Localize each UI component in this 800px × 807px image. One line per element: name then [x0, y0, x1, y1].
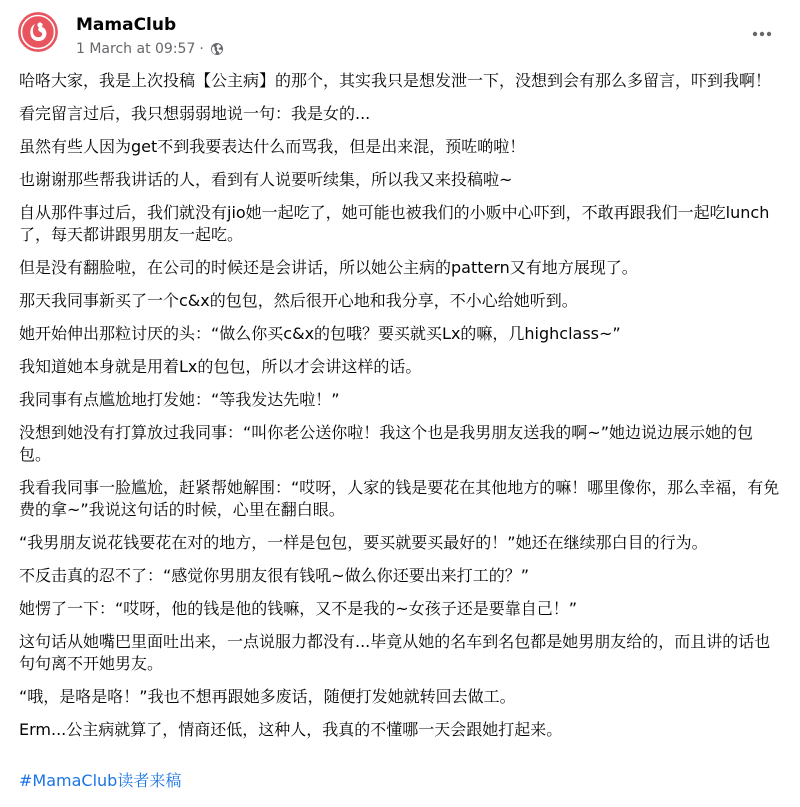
page-name[interactable]: MamaClub — [76, 15, 177, 35]
post-paragraph: 也谢谢那些帮我讲话的人，看到有人说要听续集，所以我又来投稿啦~ — [19, 170, 513, 189]
post-paragraph: Erm...公主病就算了，情商还低，这种人，我真的不懂哪一天会跟她打起来。 — [19, 720, 563, 739]
meta-separator: · — [199, 41, 204, 57]
post-paragraph: 我同事有点尴尬地打发她：“等我发达先啦！” — [19, 390, 340, 409]
more-options-button[interactable] — [750, 22, 774, 46]
post-paragraph: 哈咯大家，我是上次投稿【公主病】的那个，其实我只是想发泄一下，没想到会有那么多留言，吓到我啊！ — [19, 71, 772, 90]
page-avatar[interactable] — [18, 12, 58, 52]
post-paragraph: 我知道她本身就是用着Lx的包包，所以才会讲这样的话。 — [19, 357, 422, 376]
post-paragraph: 没想到她没有打算放过我同事：“叫你老公送你啦！我这个也是我男朋友送我的啊~”她边说边展示她的包包。 — [19, 423, 753, 464]
post-paragraph: “我男朋友说花钱要花在对的地方，一样是包包，要买就要买最好的！”她还在继续那白目的行为。 — [19, 533, 708, 552]
post-paragraph: “哦，是咯是咯！”我也不想再跟她多废话，随便打发她就转回去做工。 — [19, 687, 516, 706]
post-paragraph: 看完留言过后，我只想弱弱地说一句：我是女的... — [19, 104, 371, 123]
post-header — [0, 0, 800, 64]
post-paragraph: 虽然有些人因为get不到我要表达什么而骂我，但是出来混，预咗啲啦！ — [19, 137, 526, 156]
post-paragraph: 但是没有翻脸啦，在公司的时候还是会讲话，所以她公主病的pattern又有地方展现了。 — [19, 258, 638, 277]
globe-icon[interactable] — [210, 42, 224, 56]
post-meta — [76, 40, 224, 58]
hashtag-link[interactable]: #MamaClub读者来稿 — [19, 771, 182, 790]
post-paragraph: 那天我同事新买了一个c&x的包包，然后很开心地和我分享，不小心给她听到。 — [19, 291, 578, 310]
post-timestamp[interactable]: 1 March at 09:57 — [76, 41, 196, 57]
ellipsis-icon — [752, 31, 772, 37]
post-paragraph: 这句话从她嘴巴里面吐出来，一点说服力都没有...毕竟从她的名车到名包都是她男朋友给的，而且讲的话也句句离不开她男友。 — [19, 632, 771, 673]
post-paragraph: 她愣了一下：“哎呀，他的钱是他的钱嘛，又不是我的~女孩子还是要靠自己！” — [19, 599, 577, 618]
post-body — [19, 70, 784, 752]
post-paragraph: 我看我同事一脸尴尬，赶紧帮她解围：“哎呀，人家的钱是要花在其他地方的嘛！哪里像你，那么幸福，有免费的拿~”我说这句话的时候，心里在翻白眼。 — [19, 478, 780, 519]
post-paragraph: 不反击真的忍不了：“感觉你男朋友很有钱吼~做么你还要出来打工的？” — [19, 566, 529, 585]
baby-logo-icon — [18, 12, 58, 52]
post-paragraph: 她开始伸出那粒讨厌的头：“做么你买c&x的包哦？要买就买Lx的嘛，几highclass~” — [19, 324, 621, 343]
post-paragraph: 自从那件事过后，我们就没有jio她一起吃了，她可能也被我们的小贩中心吓到，不敢再跟我们一起吃lunch了，每天都讲跟男朋友一起吃。 — [19, 203, 770, 244]
